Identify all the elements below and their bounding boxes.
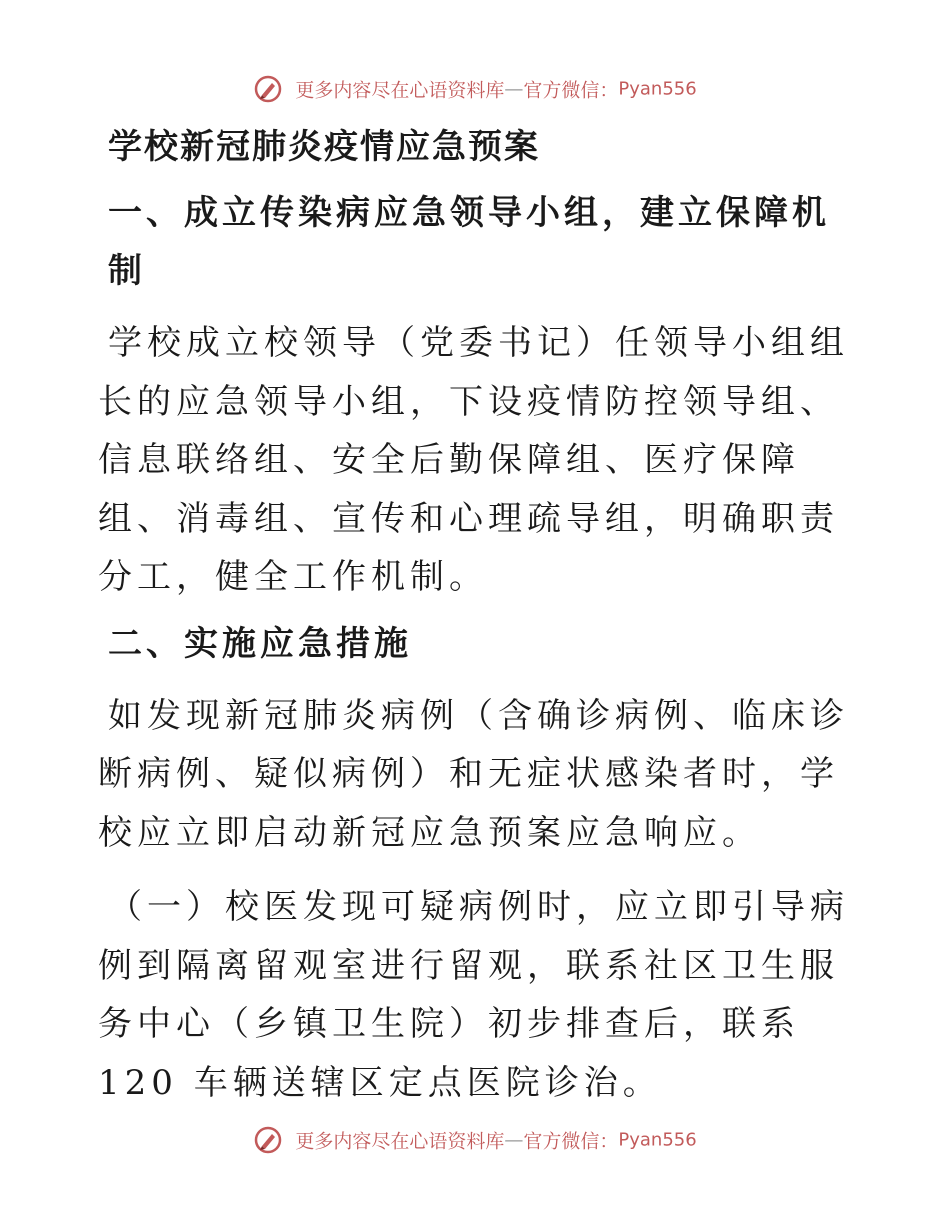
pen-logo-icon bbox=[253, 1125, 283, 1155]
watermark-header bbox=[0, 74, 950, 104]
section2-item1-paragraph: （一）校医发现可疑病例时，应立即引导病例到隔离留观室进行留观，联系社区卫生服务中心（乡镇卫生院）初步排查后，联系 120 车辆送辖区定点医院诊治。 bbox=[98, 887, 849, 1103]
watermark-text: 更多内容尽在心语资料库 bbox=[295, 1130, 505, 1153]
document-body bbox=[98, 118, 858, 1112]
watermark-footer bbox=[0, 1125, 950, 1155]
watermark-contact-label: 官方微信： bbox=[523, 1130, 619, 1153]
watermark-contact-label: 官方微信： bbox=[523, 79, 619, 102]
watermark-id: Pyan556 bbox=[618, 78, 697, 100]
section1-heading: 一、成立传染病应急领导小组，建立保障机制 bbox=[108, 193, 830, 291]
section1-paragraph: 学校成立校领导（党委书记）任领导小组组长的应急领导小组，下设疫情防控领导组、信息联络组、安全后勤保障组、医疗保障组、消毒组、宣传和心理疏导组，明确职责分工，健全工作机制。 bbox=[98, 323, 849, 597]
document-title: 学校新冠肺炎疫情应急预案 bbox=[108, 127, 540, 167]
watermark-text: 更多内容尽在心语资料库 bbox=[295, 79, 505, 102]
section2-heading: 二、实施应急措施 bbox=[108, 623, 412, 664]
watermark-separator: — bbox=[504, 1129, 524, 1151]
watermark-separator: — bbox=[504, 78, 524, 100]
section2-paragraph: 如发现新冠肺炎病例（含确诊病例、临床诊断病例、疑似病例）和无症状感染者时，学校应立即启动新冠应急预案应急响应。 bbox=[98, 695, 849, 853]
watermark-id: Pyan556 bbox=[618, 1129, 697, 1151]
pen-logo-icon bbox=[253, 74, 283, 104]
